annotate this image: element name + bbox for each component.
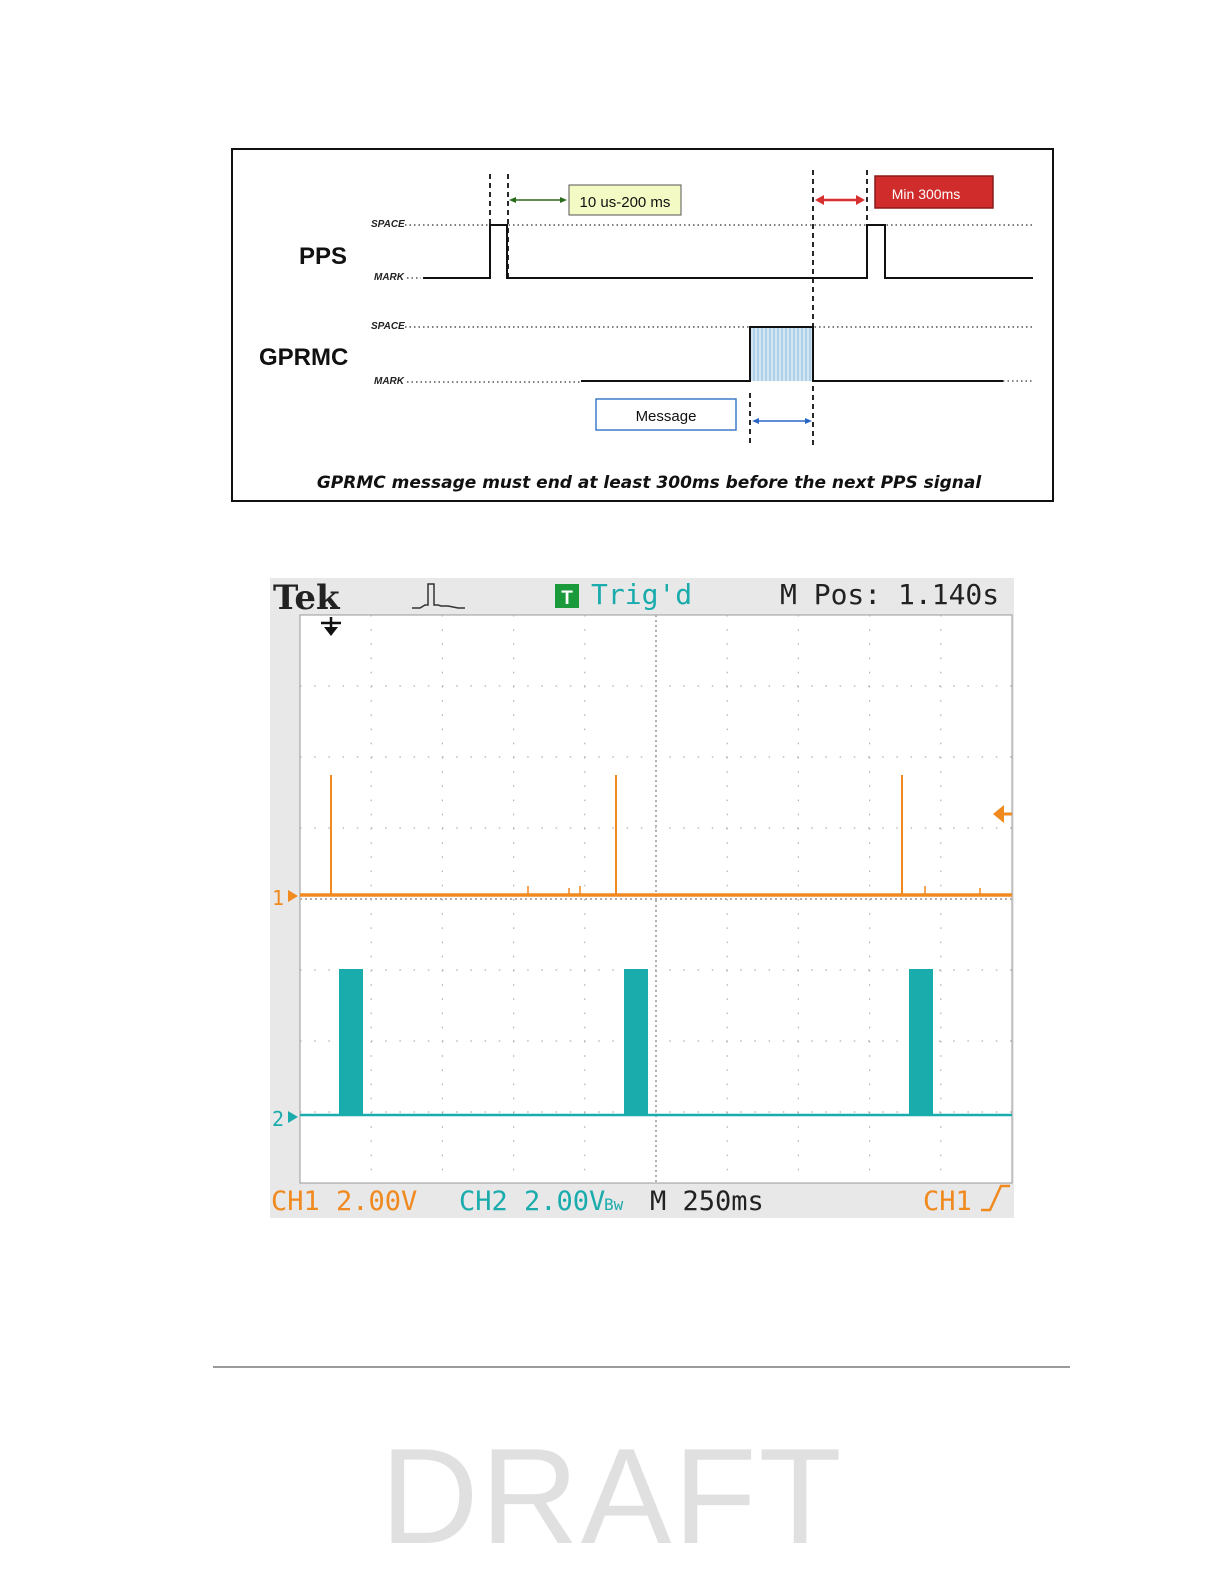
ch2-label: CH2: [459, 1186, 508, 1217]
pps-mark-label: MARK: [374, 272, 404, 283]
gprmc-space-label: SPACE: [371, 321, 405, 332]
horizontal-position: M Pos: 1.140s: [780, 578, 1000, 611]
trigger-status: Trig'd: [591, 578, 693, 611]
ch2-ground-marker: 2: [272, 1107, 285, 1131]
ch2-bandwidth-limit: Bw: [604, 1195, 624, 1214]
timebase: M 250ms: [650, 1186, 764, 1217]
scope-brand: Tek: [273, 578, 340, 618]
min-gap-label: Min 300ms: [891, 186, 961, 202]
ch1-ground-marker: 1: [272, 886, 285, 910]
ch2-scale: 2.00V: [524, 1186, 606, 1217]
draft-watermark: DRAFT: [380, 1420, 844, 1572]
oscilloscope-capture: [270, 578, 1014, 1218]
gprmc-label: GPRMC: [259, 344, 349, 371]
pps-label: PPS: [299, 243, 348, 270]
diagram-caption: GPRMC message must end at least 300ms before the next PPS signal: [316, 473, 982, 493]
trigger-status-badge-letter: T: [561, 588, 573, 609]
trigger-source: CH1: [923, 1186, 972, 1217]
timing-diagram: [231, 148, 1054, 502]
gprmc-message-burst: [750, 327, 813, 381]
delay-label: 10 us-200 ms: [579, 194, 671, 211]
ch1-label: CH1: [271, 1186, 320, 1217]
ch1-scale: 2.00V: [336, 1186, 418, 1217]
pps-space-label: SPACE: [371, 219, 405, 230]
gprmc-mark-label: MARK: [374, 376, 404, 387]
footer-rule: [213, 1366, 1070, 1368]
message-label: Message: [635, 408, 697, 425]
